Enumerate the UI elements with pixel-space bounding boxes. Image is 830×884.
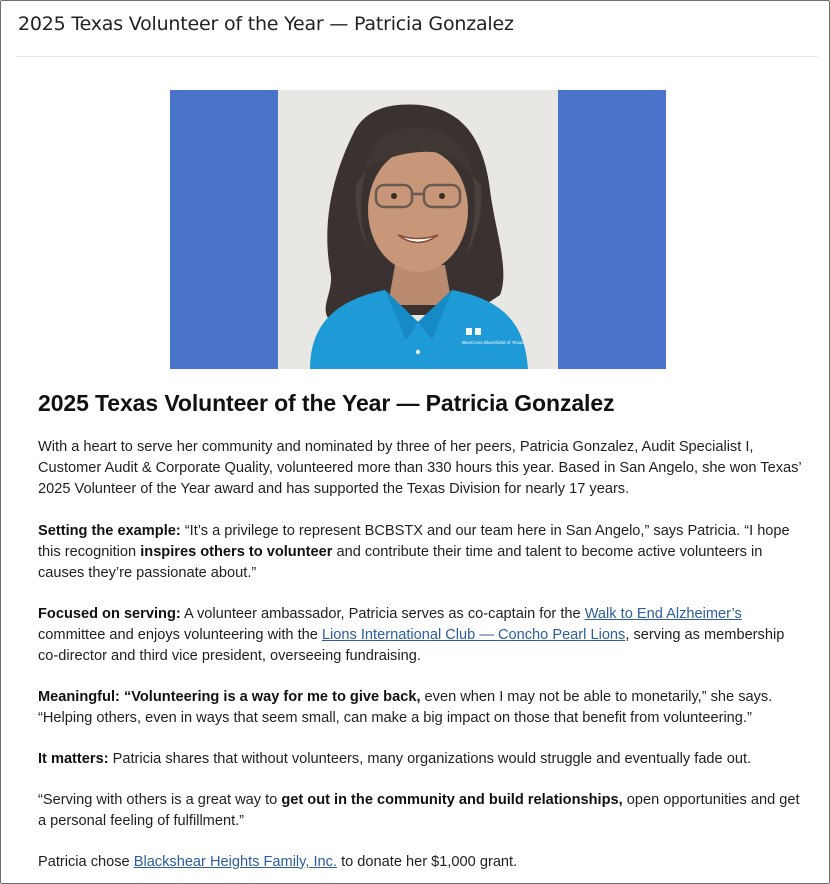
walk-to-end-alzheimers-link[interactable]: Walk to End Alzheimer’s [584,606,742,622]
grant-text-1: Patricia chose [38,854,134,870]
matters-text: Patricia shares that without volunteers, many organizations would struggle and eventually fade out. [108,751,752,767]
quote-text-2: open opportunities and get a personal feeling of fulfillment.” [38,792,800,829]
header-divider [17,56,818,57]
matters-label: It matters: [38,751,109,767]
volunteer-photo [170,90,666,369]
blackshear-heights-link[interactable]: Blackshear Heights Family, Inc. [133,854,338,870]
serving-text-1: A volunteer ambassador, Patricia serves as co-captain for the [180,606,585,622]
example-paragraph [38,521,808,584]
page-title: 2025 Texas Volunteer of the Year — Patricia Gonzalez [18,13,514,35]
matters-paragraph [38,749,808,770]
example-bold: inspires others to volunteer [140,544,333,560]
serving-text-3: , serving as membership co-director and third vice president, overseeing fundraising. [38,627,785,664]
meaningful-label: Meaningful: [38,689,120,705]
example-text-2: and contribute their time and talent to become active volunteers in causes they’re passionate about.” [38,544,763,581]
serving-text-2: committee and enjoys volunteering with the [38,627,322,643]
quote-text-1: “Serving with others is a great way to [38,792,282,808]
quote-bold: get out in the community and build relationships, [281,792,623,808]
example-text-1: “It’s a privilege to represent BCBSTX and our team here in San Angelo,” says Patricia. “I hope this recognition [38,523,790,560]
svg-text:BlueCross BlueShield of Texas: BlueCross BlueShield of Texas [462,340,524,345]
quote-paragraph [38,790,808,832]
grant-paragraph [38,852,808,873]
meaningful-paragraph [38,687,808,729]
example-label: Setting the example: [38,523,181,539]
serving-label: Focused on serving: [38,606,181,622]
article-title: 2025 Texas Volunteer of the Year — Patricia Gonzalez [38,390,615,416]
meaningful-quote: “Volunteering is a way for me to give back, [119,689,421,705]
meaningful-text: even when I may not be able to monetarily,” she says. “Helping others, even in ways that seem small, can make a big impact on those that benefit from volunteering.” [38,689,773,726]
serving-paragraph [38,604,808,667]
grant-text-2: to donate her $1,000 grant. [337,854,518,870]
lions-club-link[interactable]: Lions International Club — Concho Pearl Lions [321,627,626,643]
intro-paragraph: With a heart to serve her community and nominated by three of her peers, Patricia Gonzalez, Audit Specialist I, Customer Audit & Corporate Quality, volunteered more than 330 hours this year. Based in San Angelo, she won Texas’ 2025 Volunteer of the Year award and has supported the Texas Division for nearly 17 years. [38,439,802,497]
